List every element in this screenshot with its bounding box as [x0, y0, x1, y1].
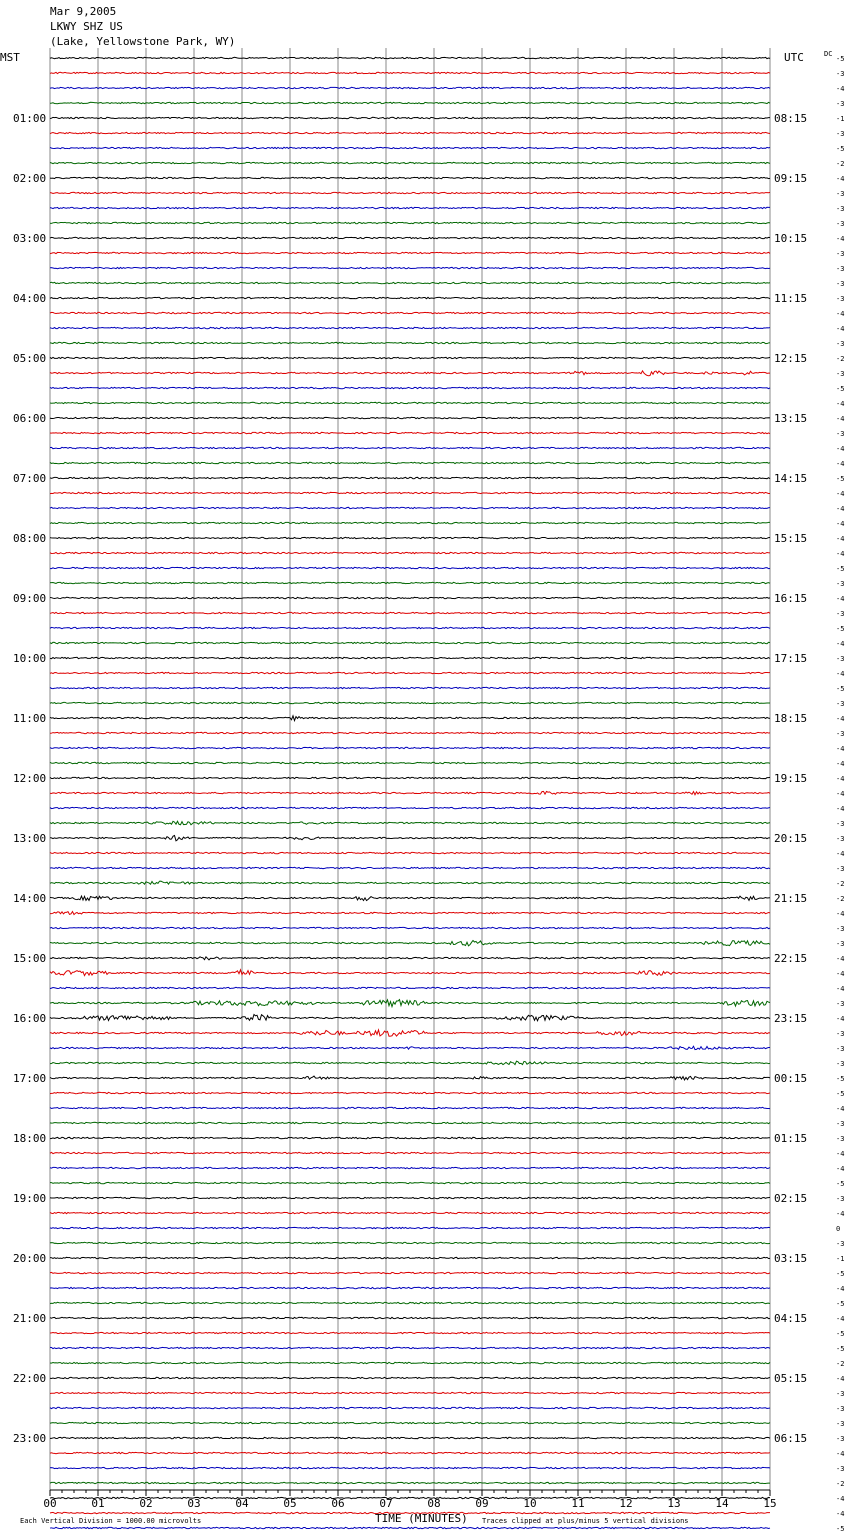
trace-line — [50, 327, 770, 328]
dc-offset-label: -4 — [836, 505, 845, 513]
dc-offset-label: -2 — [836, 1480, 845, 1488]
trace-line — [50, 1347, 770, 1348]
hour-label-left: 03:00 — [13, 232, 47, 245]
dc-offset-label: -4 — [836, 535, 845, 543]
dc-offset-label: -3 — [836, 925, 845, 933]
trace-line — [50, 1227, 770, 1228]
trace-line — [50, 87, 770, 88]
dc-offset-label: -5 — [836, 145, 845, 153]
trace-line — [50, 522, 770, 523]
hour-label-right: 10:15 — [774, 232, 808, 245]
trace-line — [50, 957, 770, 960]
dc-offset-label: -4 — [836, 760, 845, 768]
dc-offset-label: -2 — [836, 160, 845, 168]
dc-offset-label: -3 — [836, 1060, 845, 1068]
dc-offset-label: -4 — [836, 955, 845, 963]
trace-line — [50, 72, 770, 73]
trace-line — [50, 1332, 770, 1333]
x-tick-label: 01 — [91, 1497, 105, 1510]
dc-offset-label: -5 — [836, 565, 845, 573]
dc-offset-label: -3 — [836, 655, 845, 663]
dc-offset-label: -3 — [836, 280, 845, 288]
dc-offset-label: -2 — [836, 895, 845, 903]
trace-line — [50, 777, 770, 778]
x-tick-label: 15 — [763, 1497, 777, 1510]
hour-label-left: 21:00 — [13, 1312, 47, 1325]
dc-offset-label: -4 — [836, 1510, 845, 1518]
dc-offset-label: -5 — [836, 1345, 845, 1353]
trace-line — [50, 252, 770, 253]
trace-line — [50, 117, 770, 118]
dc-offset-label: -1 — [836, 1255, 845, 1263]
x-tick-label: 07 — [379, 1497, 393, 1510]
trace-line — [50, 432, 770, 433]
hour-label-right: 15:15 — [774, 532, 808, 545]
hour-label-left: 06:00 — [13, 412, 47, 425]
dc-offset-label: -4 — [836, 715, 845, 723]
dc-offset-label: -4 — [836, 1105, 845, 1113]
x-tick-label: 04 — [235, 1497, 249, 1510]
dc-offset-label: -5 — [836, 625, 845, 633]
dc-offset-label: -5 — [836, 1300, 845, 1308]
hour-label-right: 13:15 — [774, 412, 808, 425]
trace-line — [50, 177, 770, 178]
dc-offset-label: -4 — [836, 550, 845, 558]
trace-line — [50, 417, 770, 418]
dc-offset-label: -3 — [836, 835, 845, 843]
dc-offset-label: -4 — [836, 325, 845, 333]
dc-offset-label: -4 — [836, 445, 845, 453]
dc-offset-label: -3 — [836, 1030, 845, 1038]
clip-note: Traces clipped at plus/minus 5 vertical divisions — [482, 1517, 689, 1525]
trace-line — [50, 970, 770, 976]
hour-label-left: 13:00 — [13, 832, 47, 845]
dc-offset-label: -4 — [836, 910, 845, 918]
trace-line — [50, 1122, 770, 1123]
dc-offset-label: -3 — [836, 1420, 845, 1428]
dc-offset-label: -4 — [836, 1285, 845, 1293]
x-axis-title: TIME (MINUTES) — [375, 1512, 468, 1525]
trace-line — [50, 342, 770, 343]
trace-line — [50, 867, 770, 868]
dc-offset-label: -4 — [836, 415, 845, 423]
labels — [13, 55, 844, 1534]
x-tick-label: 06 — [331, 1497, 345, 1510]
trace-line — [50, 747, 770, 748]
dc-offset-label: -2 — [836, 355, 845, 363]
dc-offset-label: -3 — [836, 265, 845, 273]
trace-line — [50, 940, 770, 945]
x-tick-label: 13 — [667, 1497, 681, 1510]
dc-offset-label: -3 — [836, 1435, 845, 1443]
trace-line — [50, 821, 770, 824]
x-tick-label: 09 — [475, 1497, 489, 1510]
left-timezone-label: MST — [0, 51, 20, 64]
x-tick-label: 10 — [523, 1497, 537, 1510]
hour-label-left: 14:00 — [13, 892, 47, 905]
trace-line — [50, 222, 770, 223]
trace-line — [50, 1137, 770, 1138]
trace-line — [50, 1030, 770, 1036]
trace-line — [50, 1452, 770, 1453]
dc-offset-label: -3 — [836, 1135, 845, 1143]
date-label: Mar 9,2005 — [50, 5, 117, 18]
x-tick-label: 02 — [139, 1497, 153, 1510]
dc-offset-label: -4 — [836, 745, 845, 753]
hour-label-right: 11:15 — [774, 292, 808, 305]
dc-offset-label: -3 — [836, 610, 845, 618]
hour-label-right: 21:15 — [774, 892, 808, 905]
dc-offset-label: -4 — [836, 1375, 845, 1383]
trace-line — [50, 852, 770, 853]
trace-line — [50, 537, 770, 538]
hour-label-right: 00:15 — [774, 1072, 808, 1085]
dc-offset-label: -3 — [836, 580, 845, 588]
dc-offset-label: -3 — [836, 1045, 845, 1053]
hour-label-left: 05:00 — [13, 352, 47, 365]
trace-line — [50, 716, 770, 721]
hour-label-left: 09:00 — [13, 592, 47, 605]
hour-label-left: 07:00 — [13, 472, 47, 485]
hour-label-right: 16:15 — [774, 592, 808, 605]
x-tick-label: 14 — [715, 1497, 729, 1510]
trace-line — [50, 791, 770, 794]
trace-line — [50, 835, 770, 840]
right-timezone-label: UTC — [784, 51, 804, 64]
trace-line — [50, 1317, 770, 1318]
trace-line — [50, 987, 770, 988]
trace-line — [50, 1437, 770, 1438]
dc-offset-label: -4 — [836, 460, 845, 468]
dc-offset-label: -4 — [836, 175, 845, 183]
location-label: (Lake, Yellowstone Park, WY) — [50, 35, 236, 48]
trace-line — [50, 162, 770, 163]
dc-offset-label: -3 — [836, 1000, 845, 1008]
x-tick-label: 05 — [283, 1497, 297, 1510]
trace-line — [50, 357, 770, 358]
dc-offset-label: -4 — [836, 1315, 845, 1323]
hour-label-left: 08:00 — [13, 532, 47, 545]
trace-line — [50, 1392, 770, 1393]
trace-line — [50, 582, 770, 583]
hour-label-right: 01:15 — [774, 1132, 808, 1145]
hour-label-left: 01:00 — [13, 112, 47, 125]
dc-offset-label: -5 — [836, 1075, 845, 1083]
trace-line — [50, 1000, 770, 1007]
trace-line — [50, 762, 770, 763]
trace-line — [50, 612, 770, 613]
trace-line — [50, 237, 770, 238]
dc-offset-label: -4 — [836, 595, 845, 603]
dc-offset-label: -3 — [836, 340, 845, 348]
trace-line — [50, 1272, 770, 1273]
dc-offset-label: -4 — [836, 310, 845, 318]
dc-offset-label: -3 — [836, 1120, 845, 1128]
hour-label-left: 22:00 — [13, 1372, 47, 1385]
dc-offset-label: -2 — [836, 1360, 845, 1368]
x-tick-label: 11 — [571, 1497, 585, 1510]
trace-line — [50, 1076, 770, 1080]
hour-label-left: 15:00 — [13, 952, 47, 965]
trace-line — [50, 732, 770, 733]
dc-offset-label: -4 — [836, 1165, 845, 1173]
trace-line — [50, 1182, 770, 1183]
dc-offset-label: -3 — [836, 100, 845, 108]
hour-label-right: 20:15 — [774, 832, 808, 845]
trace-line — [50, 1107, 770, 1108]
trace-line — [50, 597, 770, 598]
dc-offset-label: -3 — [836, 295, 845, 303]
dc-offset-label: -4 — [836, 640, 845, 648]
trace-line — [50, 477, 770, 478]
hour-label-left: 18:00 — [13, 1132, 47, 1145]
traces — [50, 57, 770, 1534]
dc-offset-label: -3 — [836, 1195, 845, 1203]
dc-offset-label: -5 — [836, 1525, 845, 1533]
trace-line — [50, 1467, 770, 1468]
dc-offset-label: -3 — [836, 940, 845, 948]
hour-label-right: 06:15 — [774, 1432, 808, 1445]
dc-offset-label: -3 — [836, 190, 845, 198]
trace-line — [50, 567, 770, 568]
trace-line — [50, 1287, 770, 1288]
trace-line — [50, 927, 770, 928]
trace-line — [50, 492, 770, 493]
trace-line — [50, 1212, 770, 1213]
trace-line — [50, 507, 770, 508]
dc-label: DC — [824, 50, 833, 58]
trace-line — [50, 402, 770, 403]
trace-line — [50, 1302, 770, 1303]
hour-label-left: 20:00 — [13, 1252, 47, 1265]
trace-line — [50, 1152, 770, 1153]
hour-label-right: 17:15 — [774, 652, 808, 665]
trace-line — [50, 387, 770, 388]
hour-label-left: 11:00 — [13, 712, 47, 725]
trace-line — [50, 1422, 770, 1423]
trace-line — [50, 1257, 770, 1258]
hour-label-right: 05:15 — [774, 1372, 808, 1385]
trace-line — [50, 642, 770, 643]
dc-offset-label: -3 — [836, 1390, 845, 1398]
hour-label-right: 12:15 — [774, 352, 808, 365]
dc-offset-label: -3 — [836, 1240, 845, 1248]
dc-offset-label: -4 — [836, 85, 845, 93]
dc-offset-label: -4 — [836, 985, 845, 993]
hour-label-right: 04:15 — [774, 1312, 808, 1325]
hour-label-right: 09:15 — [774, 172, 808, 185]
trace-line — [50, 1377, 770, 1378]
trace-line — [50, 462, 770, 463]
trace-line — [50, 1061, 770, 1064]
trace-line — [50, 702, 770, 703]
hour-label-right: 14:15 — [774, 472, 808, 485]
dc-offset-label: -5 — [836, 475, 845, 483]
dc-offset-label: -3 — [836, 250, 845, 258]
hour-label-left: 02:00 — [13, 172, 47, 185]
trace-line — [50, 57, 770, 58]
trace-line — [50, 371, 770, 376]
dc-offset-label: -4 — [836, 1210, 845, 1218]
dc-offset-label: -3 — [836, 820, 845, 828]
hour-label-right: 19:15 — [774, 772, 808, 785]
trace-line — [50, 447, 770, 448]
trace-line — [50, 1046, 770, 1049]
dc-offset-label: -4 — [836, 520, 845, 528]
hour-label-right: 18:15 — [774, 712, 808, 725]
trace-line — [50, 297, 770, 298]
trace-line — [50, 1092, 770, 1093]
dc-offset-label: -3 — [836, 370, 845, 378]
dc-offset-label: -3 — [836, 1405, 845, 1413]
hour-label-right: 08:15 — [774, 112, 808, 125]
trace-line — [50, 1362, 770, 1363]
dc-offset-label: -4 — [836, 805, 845, 813]
trace-line — [50, 896, 770, 901]
dc-offset-label: -5 — [836, 685, 845, 693]
hour-label-left: 23:00 — [13, 1432, 47, 1445]
dc-offset-label: -4 — [836, 1015, 845, 1023]
dc-offset-label: -5 — [836, 1270, 845, 1278]
dc-offset-label: 0 — [836, 1225, 841, 1233]
trace-line — [50, 1015, 770, 1021]
dc-offset-label: -3 — [836, 205, 845, 213]
dc-offset-label: -4 — [836, 400, 845, 408]
hour-label-right: 22:15 — [774, 952, 808, 965]
station-label: LKWY SHZ US — [50, 20, 123, 33]
trace-line — [50, 1482, 770, 1483]
dc-offset-label: -4 — [836, 1495, 845, 1503]
hour-label-left: 10:00 — [13, 652, 47, 665]
dc-offset-label: -4 — [836, 1450, 845, 1458]
hour-label-left: 16:00 — [13, 1012, 47, 1025]
dc-offset-label: -5 — [836, 1330, 845, 1338]
dc-offset-label: -3 — [836, 730, 845, 738]
dc-offset-label: -4 — [836, 850, 845, 858]
dc-offset-label: -3 — [836, 220, 845, 228]
trace-line — [50, 192, 770, 193]
trace-line — [50, 1167, 770, 1168]
trace-line — [50, 1242, 770, 1243]
hour-label-right: 03:15 — [774, 1252, 808, 1265]
dc-offset-label: -4 — [836, 790, 845, 798]
trace-line — [50, 102, 770, 103]
hour-label-left: 17:00 — [13, 1072, 47, 1085]
x-tick-label: 08 — [427, 1497, 441, 1510]
hour-label-left: 04:00 — [13, 292, 47, 305]
hour-label-right: 23:15 — [774, 1012, 808, 1025]
trace-line — [50, 1407, 770, 1408]
trace-line — [50, 911, 770, 914]
dc-offset-label: -4 — [836, 970, 845, 978]
dc-offset-label: -4 — [836, 775, 845, 783]
dc-offset-label: -3 — [836, 70, 845, 78]
trace-line — [50, 147, 770, 148]
hour-label-right: 02:15 — [774, 1192, 808, 1205]
trace-line — [50, 1527, 770, 1528]
dc-offset-label: -3 — [836, 130, 845, 138]
dc-offset-label: -5 — [836, 385, 845, 393]
trace-line — [50, 687, 770, 688]
trace-line — [50, 672, 770, 673]
trace-line — [50, 1197, 770, 1198]
dc-offset-label: -4 — [836, 490, 845, 498]
trace-line — [50, 132, 770, 133]
trace-line — [50, 881, 770, 884]
dc-offset-label: -4 — [836, 235, 845, 243]
dc-offset-label: -1 — [836, 115, 845, 123]
trace-line — [50, 807, 770, 808]
dc-offset-label: -3 — [836, 1465, 845, 1473]
dc-offset-label: -5 — [836, 1090, 845, 1098]
trace-line — [50, 207, 770, 208]
trace-line — [50, 552, 770, 553]
dc-offset-label: -3 — [836, 430, 845, 438]
trace-line — [50, 267, 770, 268]
grid — [50, 48, 770, 1496]
dc-offset-label: -3 — [836, 865, 845, 873]
trace-line — [50, 627, 770, 628]
x-tick-label: 03 — [187, 1497, 201, 1510]
dc-offset-label: -3 — [836, 700, 845, 708]
dc-offset-label: -5 — [836, 1180, 845, 1188]
dc-offset-label: -4 — [836, 1150, 845, 1158]
hour-label-left: 19:00 — [13, 1192, 47, 1205]
dc-offset-label: -2 — [836, 880, 845, 888]
trace-line — [50, 282, 770, 283]
dc-offset-label: -4 — [836, 670, 845, 678]
trace-line — [50, 312, 770, 313]
x-tick-label: 12 — [619, 1497, 633, 1510]
trace-line — [50, 1497, 770, 1498]
trace-line — [50, 657, 770, 658]
x-tick-label: 00 — [43, 1497, 57, 1510]
hour-label-left: 12:00 — [13, 772, 47, 785]
dc-offset-label: -5 — [836, 55, 845, 63]
scale-note: Each Vertical Division = 1000.00 microvolts — [20, 1517, 202, 1525]
